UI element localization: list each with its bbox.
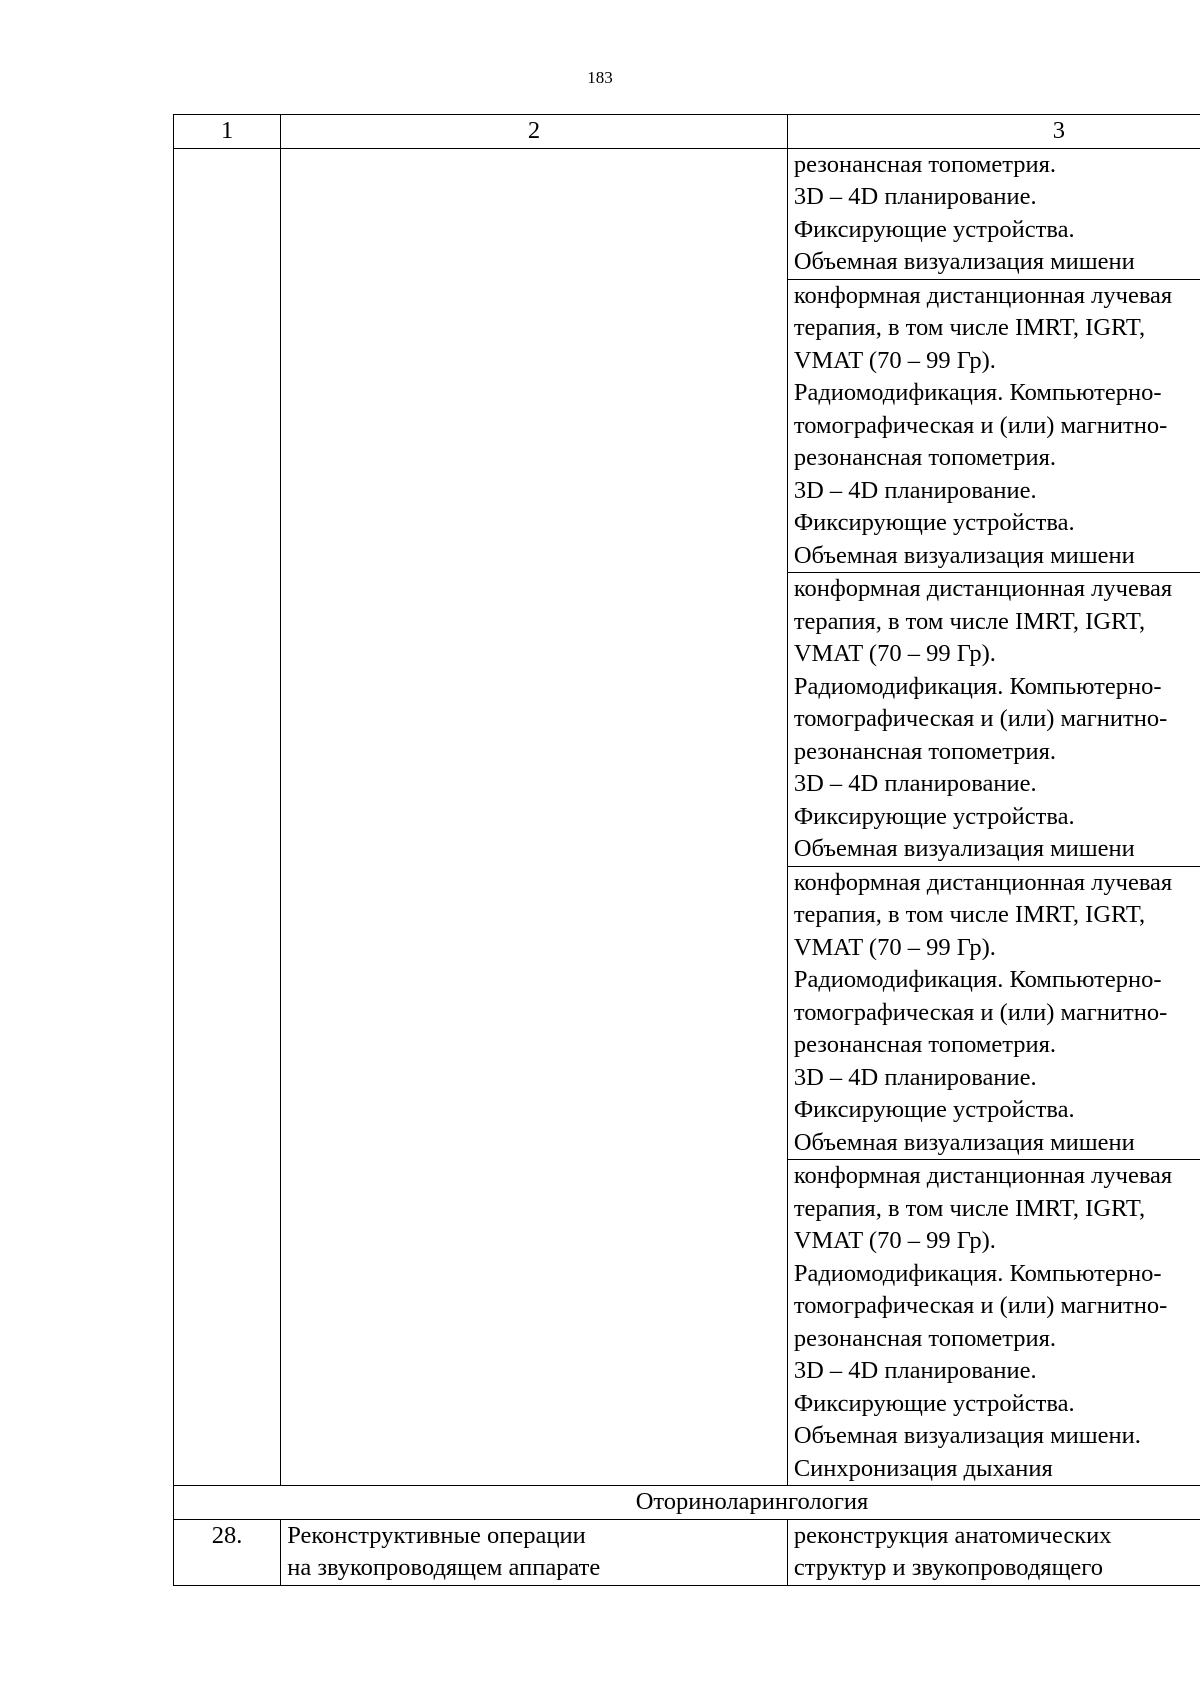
text-line: конформная дистанционная лучевая: [793, 1162, 1173, 1189]
text-line: Фиксирующие устройства.: [793, 1389, 1075, 1417]
text-line: томографическая и (или) магнитно-: [793, 411, 1168, 439]
text-line: Объемная визуализация мишени: [793, 541, 1135, 569]
text-line: VMAT (70 – 99 Гр).: [793, 346, 996, 374]
medical-care-table: [173, 114, 1200, 1586]
text-line: 3D – 4D планирование.: [793, 770, 1037, 797]
empty-number-cell: [174, 148, 281, 1486]
text-line: Фиксирующие устройства.: [793, 509, 1075, 536]
table-row: [174, 148, 1200, 279]
table-row: [174, 1519, 1200, 1585]
row-number: 28.: [174, 1519, 281, 1585]
operation-name-cell: [281, 1519, 788, 1585]
method-cell: [787, 573, 1200, 867]
text-line: терапия, в том числе IMRT, IGRT,: [793, 607, 1146, 635]
text-line: томографическая и (или) магнитно-: [793, 705, 1168, 732]
method-cell: [787, 1160, 1200, 1486]
section-title: Оториноларингология: [174, 1486, 1200, 1520]
text-line: VMAT (70 – 99 Гр).: [793, 640, 996, 667]
method-cell: [787, 866, 1200, 1160]
text-line: резонансная топометрия.: [793, 150, 1057, 178]
text-line: резонансная топометрия.: [793, 444, 1057, 471]
text-line: Фиксирующие устройства.: [793, 1096, 1075, 1123]
section-row: [174, 1486, 1200, 1520]
text-line: 3D – 4D планирование.: [793, 476, 1037, 504]
text-line: Реконструктивные операции: [287, 1521, 586, 1549]
method-cell: [787, 1519, 1200, 1585]
column-number-2: 2: [281, 115, 788, 149]
text-line: на звукопроводящем аппарате: [287, 1554, 601, 1581]
text-line: 3D – 4D планирование.: [793, 1063, 1037, 1091]
column-number-1: 1: [174, 115, 281, 149]
text-line: VMAT (70 – 99 Гр).: [793, 1227, 996, 1254]
page-number: 183: [587, 68, 613, 87]
column-number-3: 3: [787, 115, 1200, 149]
table-header-row: [174, 115, 1200, 149]
text-line: Радиомодификация. Компьютерно-: [793, 1259, 1162, 1287]
text-line: Синхронизация дыхания: [793, 1454, 1053, 1482]
text-line: резонансная топометрия.: [793, 737, 1057, 765]
text-line: реконструкция анатомических: [793, 1521, 1112, 1549]
empty-name-cell: [281, 148, 788, 1486]
text-line: Радиомодификация. Компьютерно-: [793, 672, 1162, 700]
text-line: Объемная визуализация мишени: [793, 248, 1135, 275]
text-line: терапия, в том числе IMRT, IGRT,: [793, 1194, 1146, 1222]
text-line: Фиксирующие устройства.: [793, 802, 1075, 830]
text-line: конформная дистанционная лучевая: [793, 575, 1173, 602]
text-line: Радиомодификация. Компьютерно-: [793, 966, 1162, 993]
text-line: резонансная топометрия.: [793, 1031, 1057, 1058]
text-line: терапия, в том числе IMRT, IGRT,: [793, 901, 1146, 928]
text-line: 3D – 4D планирование.: [793, 1357, 1037, 1384]
text-line: Фиксирующие устройства.: [793, 215, 1075, 243]
text-line: томографическая и (или) магнитно-: [793, 998, 1168, 1026]
text-line: томографическая и (или) магнитно-: [793, 1292, 1168, 1319]
text-line: Объемная визуализация мишени.: [793, 1422, 1141, 1449]
method-cell: [787, 279, 1200, 573]
text-line: 3D – 4D планирование.: [793, 183, 1037, 210]
text-line: Объемная визуализация мишени: [793, 835, 1135, 862]
text-line: конформная дистанционная лучевая: [793, 868, 1173, 896]
text-line: VMAT (70 – 99 Гр).: [793, 933, 996, 961]
text-line: терапия, в том числе IMRT, IGRT,: [793, 314, 1146, 341]
text-line: Объемная визуализация мишени: [793, 1128, 1135, 1156]
text-line: резонансная топометрия.: [793, 1324, 1057, 1352]
method-cell: [787, 148, 1200, 279]
text-line: Радиомодификация. Компьютерно-: [793, 379, 1162, 406]
text-line: структур и звукопроводящего: [793, 1554, 1103, 1581]
text-line: конформная дистанционная лучевая: [793, 281, 1173, 309]
